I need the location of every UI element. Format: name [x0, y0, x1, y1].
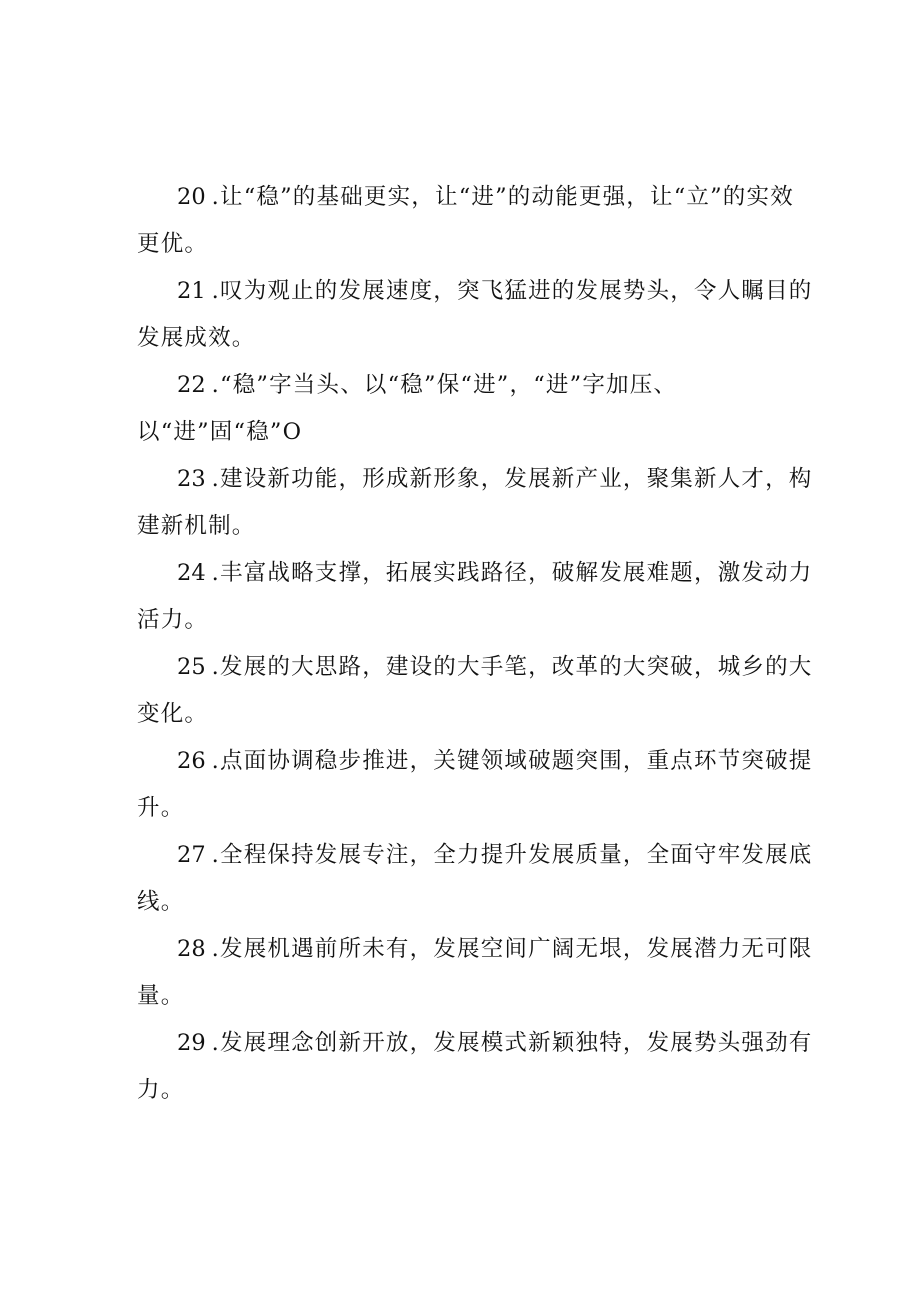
item-number: 25 — [177, 654, 206, 680]
item-number: 26 — [177, 748, 206, 774]
list-item-24 — [137, 550, 817, 644]
list-item-23 — [137, 456, 817, 550]
item-number: 23 — [177, 466, 206, 492]
item-text: .丰富战略支撑，拓展实践路径，破解发展难题，激发动力活力。 — [137, 560, 813, 633]
list-item-20 — [137, 174, 817, 268]
list-item-26 — [137, 738, 817, 832]
item-text: .发展理念创新开放，发展模式新颖独特，发展势头强劲有力。 — [137, 1030, 813, 1103]
list-item-28 — [137, 926, 817, 1020]
list-item-21 — [137, 268, 817, 362]
list-item-29 — [137, 1020, 817, 1114]
item-text: .叹为观止的发展速度，突飞猛进的发展势头，令人瞩目的发展成效。 — [137, 278, 813, 351]
list-item-25 — [137, 644, 817, 738]
item-number: 24 — [177, 560, 206, 586]
item-number: 22 — [177, 372, 206, 398]
item-number: 28 — [177, 936, 206, 962]
item-number: 21 — [177, 278, 206, 304]
item-number: 29 — [177, 1030, 206, 1056]
item-number: 27 — [177, 842, 206, 868]
item-text: .点面协调稳步推进，关键领域破题突围，重点环节突破提升。 — [137, 748, 813, 821]
list-item-22 — [137, 362, 817, 456]
item-text: .发展机遇前所未有，发展空间广阔无垠，发展潜力无可限量。 — [137, 936, 813, 1009]
item-text: .让“稳”的基础更实，让“进”的动能更强，让“立”的实效更优。 — [137, 184, 794, 257]
item-text: .“稳”字当头、以“稳”保“进”，“进”字加压、以“进”固“稳”O — [137, 372, 678, 445]
item-text: .建设新功能，形成新形象，发展新产业，聚集新人才，构建新机制。 — [137, 466, 813, 539]
item-text: .全程保持发展专注，全力提升发展质量，全面守牢发展底线。 — [137, 842, 813, 915]
item-number: 20 — [177, 184, 206, 210]
list-item-27 — [137, 832, 817, 926]
item-text: .发展的大思路，建设的大手笔，改革的大突破，城乡的大变化。 — [137, 654, 813, 727]
